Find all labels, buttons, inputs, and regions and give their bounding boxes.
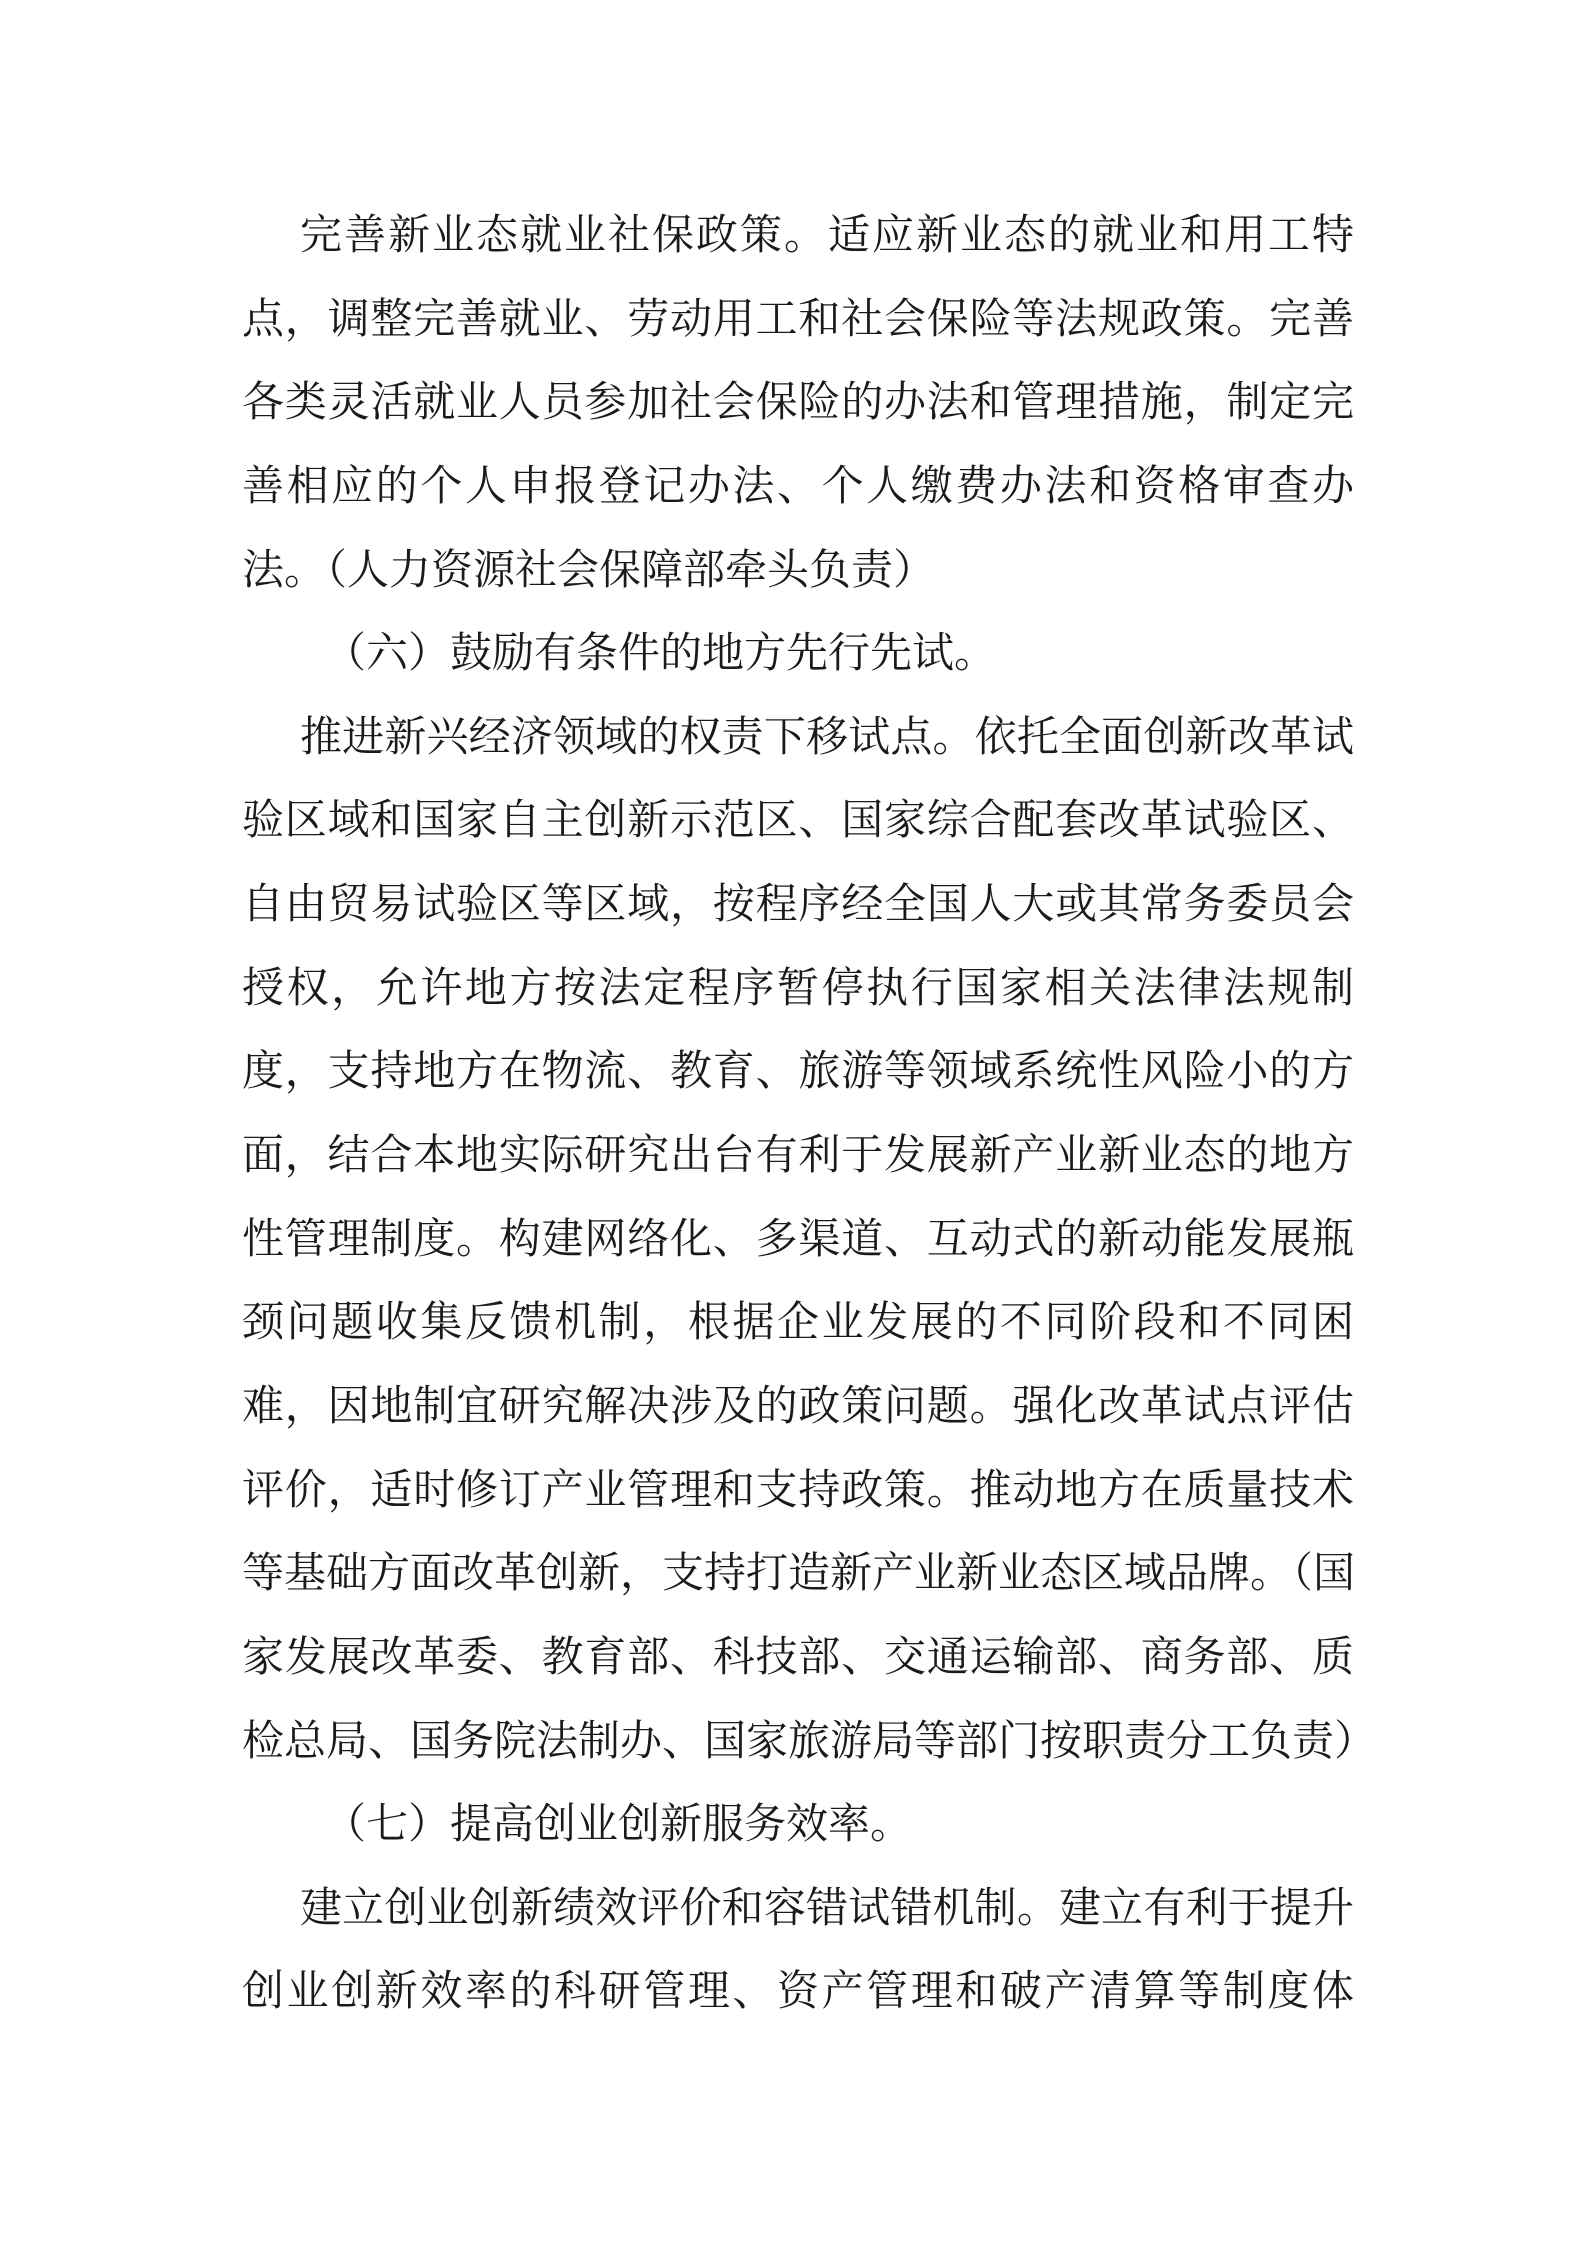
- text-line: 推进新兴经济领域的权责下移试点。依托全面创新改革试: [300, 711, 1354, 761]
- text-line: 等基础方面改革创新，支持打造新产业新业态区域品牌。（国: [242, 1548, 1356, 1598]
- section-heading: （七）提高创业创新服务效率。: [324, 1799, 913, 1849]
- text-line: 家发展改革委、教育部、科技部、交通运输部、商务部、质: [242, 1631, 1354, 1681]
- section-heading: （六）鼓励有条件的地方先行先试。: [324, 628, 997, 678]
- text-line: 法。（人力资源社会保障部牵头负责）: [242, 544, 936, 594]
- text-line: 创业创新效率的科研管理、资产管理和破产清算等制度体: [242, 1966, 1354, 2016]
- text-line: 点，调整完善就业、劳动用工和社会保险等法规政策。完善: [242, 293, 1354, 343]
- text-line: 评价，适时修订产业管理和支持政策。推动地方在质量技术: [242, 1464, 1354, 1514]
- text-line: 自由贸易试验区等区域，按程序经全国人大或其常务委员会: [242, 879, 1354, 929]
- text-line: 授权，允许地方按法定程序暂停执行国家相关法律法规制: [242, 962, 1354, 1012]
- text-line: 完善新业态就业社保政策。适应新业态的就业和用工特: [300, 210, 1354, 259]
- text-line: 难，因地制宜研究解决涉及的政策问题。强化改革试点评估: [242, 1380, 1354, 1430]
- document-page: [242, 193, 1377, 2033]
- text-line: 各类灵活就业人员参加社会保险的办法和管理措施，制定完: [242, 377, 1354, 427]
- text-line: 度，支持地方在物流、教育、旅游等领域系统性风险小的方: [242, 1046, 1354, 1096]
- text-line: 建立创业创新绩效评价和容错试错机制。建立有利于提升: [300, 1882, 1354, 1932]
- text-line: 检总局、国务院法制办、国家旅游局等部门按职责分工负责）: [242, 1715, 1377, 1765]
- text-line: 验区域和国家自主创新示范区、国家综合配套改革试验区、: [242, 795, 1354, 845]
- text-line: 面，结合本地实际研究出台有利于发展新产业新业态的地方: [242, 1130, 1354, 1180]
- text-line: 善相应的个人申报登记办法、个人缴费办法和资格审查办: [242, 460, 1354, 510]
- text-line: 性管理制度。构建网络化、多渠道、互动式的新动能发展瓶: [242, 1213, 1354, 1263]
- text-line: 颈问题收集反馈机制，根据企业发展的不同阶段和不同困: [242, 1297, 1354, 1347]
